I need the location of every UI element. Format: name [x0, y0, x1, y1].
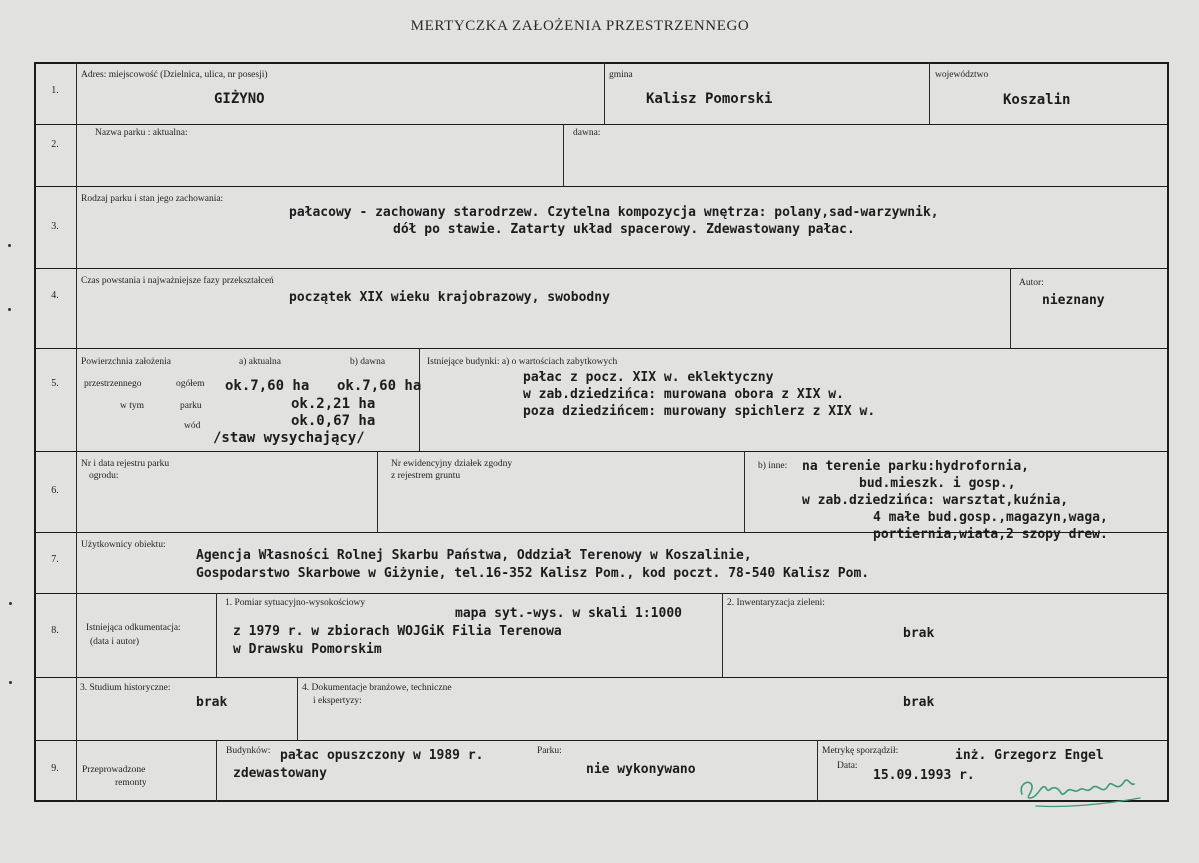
area-total-current: ok.7,60 ha	[225, 378, 310, 394]
row-number: 2.	[51, 139, 59, 150]
other-buildings-line: w zab.dziedzińca: warsztat,kuźnia,	[802, 493, 1069, 508]
repairs-buildings-label: Budynków:	[226, 746, 271, 756]
users-line: Agencja Własności Rolnej Skarbu Państwa, Oddział Terenowy w Koszalinie,	[196, 548, 752, 563]
other-buildings-line: 4 małe bud.gosp.,magazyn,waga,	[873, 510, 1108, 525]
park-type-line: dół po stawie. Zatarty układ spacerowy. Zdewastowany pałac.	[393, 222, 855, 237]
cell-divider	[929, 62, 930, 124]
form-table	[34, 62, 1169, 802]
author-label: Autor:	[1019, 278, 1044, 288]
creation-time-label: Czas powstania i najważniejsze fazy przekształceń	[81, 276, 274, 286]
survey-label: 1. Pomiar sytuacyjno-wysokościowy	[225, 598, 366, 608]
repairs-park-value: nie wykonywano	[586, 762, 696, 777]
users-line: Gospodarstwo Skarbowe w Giżynie, tel.16-352 Kalisz Pom., kod poczt. 78-540 Kalisz Pom.	[196, 566, 870, 581]
row-number: 3.	[51, 221, 59, 232]
date-value: 15.09.1993 r.	[873, 768, 975, 783]
area-water-note: /staw wysychający/	[213, 430, 365, 446]
area-water-label: wód	[184, 421, 201, 431]
greenery-value: brak	[903, 626, 935, 641]
creation-time-value: początek XIX wieku krajobrazowy, swobodny	[289, 290, 610, 305]
row-separator	[34, 451, 1169, 452]
row-separator	[34, 186, 1169, 187]
documentation-label: Istniejąca odkumentacja:	[86, 623, 181, 633]
gmina-label: gmina	[609, 70, 633, 80]
cell-divider	[817, 740, 818, 802]
cell-divider	[377, 451, 378, 532]
gmina-value: Kalisz Pomorski	[646, 91, 773, 107]
area-former-header: b) dawna	[350, 357, 386, 367]
cell-divider	[216, 740, 217, 802]
branch-docs-label: i ekspertyzy:	[313, 696, 362, 706]
park-type-label: Rodzaj parku i stan jego zachowania:	[81, 194, 224, 204]
area-total-label: ogółem	[176, 379, 205, 389]
survey-line: z 1979 r. w zbiorach WOJGiK Filia Terenowa	[233, 624, 562, 639]
greenery-label: 2. Inwentaryzacja zieleni:	[727, 598, 825, 608]
author-of-record-label: Metrykę sporządził:	[822, 746, 899, 756]
row-number: 1.	[51, 85, 59, 96]
wojewodztwo-label: województwo	[935, 70, 989, 80]
survey-line: w Drawsku Pomorskim	[233, 642, 382, 657]
branch-docs-value: brak	[903, 695, 935, 710]
branch-docs-label: 4. Dokumentacje branżowe, techniczne	[302, 683, 452, 693]
area-label: przestrzennego	[84, 379, 142, 389]
row-separator	[34, 593, 1169, 594]
area-water-current: ok.0,67 ha	[291, 413, 376, 429]
parcel-label: Nr ewidencyjny działek zgodny	[391, 459, 513, 469]
row-number: 5.	[51, 378, 59, 389]
other-buildings-line: portiernia,wiata,2 szopy drew.	[873, 527, 1108, 542]
cell-divider	[722, 593, 723, 677]
area-park-current: ok.2,21 ha	[291, 396, 376, 412]
register-label: Nr i data rejestru parku	[81, 459, 170, 469]
address-value: GIŻYNO	[214, 91, 265, 107]
margin-mark	[9, 602, 12, 605]
row-separator	[34, 677, 1169, 678]
area-label: w tym	[120, 401, 145, 411]
cell-divider	[216, 593, 217, 677]
parcel-label: z rejestrem gruntu	[391, 471, 461, 481]
date-label: Data:	[837, 761, 858, 771]
area-total-former: ok.7,60 ha	[337, 378, 422, 394]
register-label: ogrodu:	[89, 471, 119, 481]
repairs-label: remonty	[115, 778, 147, 788]
row-separator	[34, 740, 1169, 741]
area-current-header: a) aktualna	[239, 357, 281, 367]
margin-mark	[8, 308, 11, 311]
row-number: 6.	[51, 485, 59, 496]
row-separator	[34, 124, 1169, 125]
row-number: 7.	[51, 554, 59, 565]
cell-divider	[419, 348, 420, 451]
buildings-label: Istniejące budynki: a) o wartościach zabytkowych	[427, 357, 618, 367]
other-buildings-label: b) inne:	[758, 461, 788, 471]
survey-line: mapa syt.-wys. w skali 1:1000	[455, 606, 682, 621]
row-number: 4.	[51, 290, 59, 301]
cell-divider	[297, 677, 298, 740]
number-column-divider	[76, 62, 77, 802]
row-number: 8.	[51, 625, 59, 636]
row-number: 9.	[51, 763, 59, 774]
other-buildings-line: na terenie parku:hydrofornia,	[802, 459, 1029, 474]
cell-divider	[744, 451, 745, 532]
other-buildings-line: bud.mieszk. i gosp.,	[859, 476, 1016, 491]
cell-divider	[563, 124, 564, 186]
address-label: Adres: miejscowość (Dzielnica, ulica, nr posesji)	[81, 70, 268, 80]
row-separator	[34, 268, 1169, 269]
users-label: Użytkownicy obiektu:	[81, 540, 166, 550]
buildings-line: pałac z pocz. XIX w. eklektyczny	[523, 370, 774, 385]
history-study-value: brak	[196, 695, 228, 710]
history-study-label: 3. Studium historyczne:	[80, 683, 171, 693]
wojewodztwo-value: Koszalin	[1003, 92, 1071, 108]
signature-icon	[1016, 764, 1146, 810]
author-of-record-value: inż. Grzegorz Engel	[955, 748, 1104, 763]
area-park-label: parku	[180, 401, 202, 411]
repairs-buildings-value: pałac opuszczony w 1989 r.	[280, 748, 484, 763]
area-label: Powierzchnia założenia	[81, 357, 171, 367]
buildings-line: w zab.dziedzińca: murowana obora z XIX w.	[523, 387, 844, 402]
cell-divider	[1010, 268, 1011, 348]
cell-divider	[604, 62, 605, 124]
row-separator	[34, 348, 1169, 349]
repairs-label: Przeprowadzone	[82, 765, 146, 775]
repairs-park-label: Parku:	[537, 746, 562, 756]
buildings-line: poza dziedzińcem: murowany spichlerz z XIX w.	[523, 404, 876, 419]
repairs-buildings-value: zdewastowany	[233, 766, 327, 781]
park-type-line: pałacowy - zachowany starodrzew. Czytelna kompozycja wnętrza: polany,sad-warzywnik,	[289, 205, 939, 220]
park-former-name-label: dawna:	[573, 128, 601, 138]
author-value: nieznany	[1042, 293, 1105, 308]
margin-mark	[9, 681, 12, 684]
park-name-label: Nazwa parku : aktualna:	[95, 128, 188, 138]
form-title: MERTYCZKA ZAŁOŻENIA PRZESTRZENNEGO	[410, 18, 750, 34]
documentation-label: (data i autor)	[90, 637, 140, 647]
margin-mark	[8, 244, 11, 247]
